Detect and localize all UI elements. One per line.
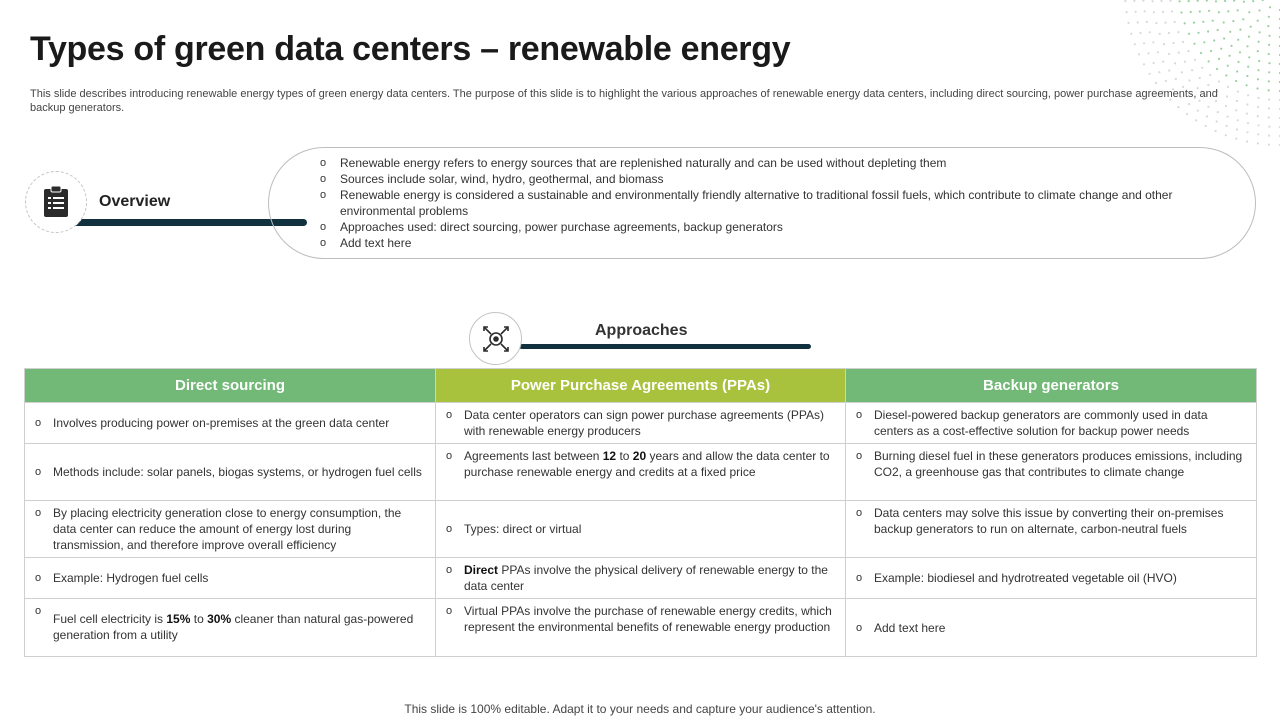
- decorative-dot: [1190, 11, 1192, 13]
- decorative-dot: [1203, 41, 1205, 43]
- decorative-dot: [1246, 131, 1248, 133]
- table-header-row: [25, 369, 1257, 403]
- decorative-dot: [1269, 6, 1271, 8]
- table-cell: [436, 444, 846, 501]
- decorative-dot: [1209, 74, 1211, 76]
- decorative-dot: [1227, 65, 1229, 67]
- table-cell: o Data center operators can sign power purchase agreements (PPAs) with renewable energy producers: [436, 403, 846, 444]
- decorative-dot: [1182, 41, 1184, 43]
- decorative-dot: [1233, 0, 1235, 2]
- gear-network-icon: [480, 323, 512, 355]
- decorative-dot: [1248, 56, 1250, 58]
- decorative-dot: [1268, 35, 1270, 37]
- decorative-dot: [1193, 22, 1195, 24]
- decorative-dot: [1257, 50, 1259, 52]
- decorative-dot: [1187, 50, 1189, 52]
- cell-bold-text: Direct: [464, 563, 499, 577]
- overview-item: o Add text here: [320, 235, 1200, 251]
- table-row: [25, 403, 1257, 444]
- decorative-dot: [1188, 79, 1190, 81]
- overview-item: o Renewable energy refers to energy sources that are replenished naturally and can be used without depleting them: [320, 155, 1200, 171]
- cell-text: Agreements last between: [464, 449, 603, 463]
- page-subtitle: This slide describes introducing renewable energy types of green energy data centers. The purpose of this slide is to highlight the various approaches of renewable energy data centers, including direct sourcing, power purchase agreements, and backup generators.: [30, 88, 1218, 114]
- decorative-dot: [1257, 142, 1259, 144]
- approaches-label: Approaches: [595, 322, 688, 339]
- decorative-dot: [1216, 68, 1218, 70]
- decorative-dot: [1246, 140, 1248, 142]
- decorative-dot: [1218, 11, 1220, 13]
- clipboard-icon: [43, 186, 69, 218]
- decorative-dot: [1126, 11, 1128, 13]
- decorative-dot: [1247, 66, 1249, 68]
- approaches-table: [24, 368, 1257, 657]
- decorative-dot: [1237, 119, 1239, 121]
- decorative-dot: [1246, 103, 1248, 105]
- table-cell: o Example: biodiesel and hydrotreated vegetable oil (HVO): [846, 558, 1257, 599]
- decorative-dot: [1248, 11, 1250, 13]
- decorative-dot: [1224, 0, 1226, 2]
- decorative-dot: [1188, 33, 1190, 35]
- decorative-dot: [1143, 63, 1145, 65]
- page-title: Types of green data centers – renewable energy: [30, 30, 791, 68]
- decorative-dot: [1157, 51, 1159, 53]
- decorative-dot: [1160, 0, 1162, 2]
- overview-item: o Sources include solar, wind, hydro, geothermal, and biomass: [320, 171, 1200, 187]
- table-cell: o Types: direct or virtual: [436, 501, 846, 558]
- decorative-dot: [1135, 11, 1137, 13]
- table-cell: [436, 558, 846, 599]
- decorative-dot: [1168, 32, 1170, 34]
- decorative-dot: [1180, 11, 1182, 13]
- decorative-dot: [1165, 80, 1167, 82]
- decorative-dot: [1210, 50, 1212, 52]
- decorative-dot: [1229, 31, 1231, 33]
- header-ppas: Power Purchase Agreements (PPAs): [436, 369, 846, 403]
- decorative-dot: [1138, 53, 1140, 55]
- cell-bold-text: 20: [632, 449, 647, 463]
- decorative-dot: [1124, 0, 1126, 2]
- cell-text: PPAs involve the physical delivery of renewable energy to the data center: [464, 563, 828, 593]
- decorative-dot: [1268, 44, 1270, 46]
- decorative-dot: [1216, 120, 1218, 122]
- table-cell: o Diesel-powered backup generators are commonly used in data centers as a cost-effective solution for backup power needs: [846, 403, 1257, 444]
- overview-label: Overview: [99, 193, 171, 210]
- decorative-dot: [1225, 74, 1227, 76]
- decorative-dot: [1133, 0, 1135, 2]
- decorative-dot: [1168, 69, 1170, 71]
- decorative-dot: [1223, 37, 1225, 39]
- table-cell: o Involves producing power on-premises at the green data center: [25, 403, 436, 444]
- cell-text: to: [616, 449, 633, 463]
- overview-item: o Renewable energy is considered a sustainable and environmentally friendly alternative to traditional fossil fuels, which contribute to climate change and other environmental problems: [320, 187, 1200, 219]
- cell-text: to: [190, 612, 208, 626]
- decorative-dot: [1134, 43, 1136, 45]
- decorative-dot: [1215, 0, 1217, 2]
- decorative-dot: [1250, 26, 1252, 28]
- decorative-dot: [1208, 10, 1210, 12]
- decorative-dot: [1225, 134, 1227, 136]
- decorative-dot: [1268, 107, 1270, 109]
- table-cell: o Data centers may solve this issue by converting their on-premises backup generators to run on alternate, carbon-neutral fuels: [846, 501, 1257, 558]
- decorative-dot: [1149, 73, 1151, 75]
- decorative-dot: [1206, 0, 1208, 2]
- decorative-dot: [1236, 128, 1238, 130]
- table-cell: o By placing electricity generation close to energy consumption, the data center can reduce the amount of energy lost during transmission, and therefore improve overall efficiency: [25, 501, 436, 558]
- decorative-dot: [1257, 115, 1259, 117]
- decorative-dot: [1199, 10, 1201, 12]
- decorative-dot: [1201, 67, 1203, 69]
- decorative-dot: [1155, 82, 1157, 84]
- decorative-dot: [1258, 41, 1260, 43]
- decorative-dot: [1257, 97, 1259, 99]
- approaches-accent-bar: [519, 344, 811, 349]
- decorative-dot: [1197, 0, 1199, 2]
- cell-text: Fuel cell electricity is: [53, 612, 167, 626]
- cell-bold-text: 30%: [207, 612, 232, 626]
- decorative-dot: [1258, 124, 1260, 126]
- header-backup-generators: Backup generators: [846, 369, 1257, 403]
- decorative-dot: [1220, 48, 1222, 50]
- decorative-dot: [1246, 84, 1248, 86]
- decorative-dot: [1144, 10, 1146, 12]
- decorative-dot: [1235, 80, 1237, 82]
- decorative-dot: [1257, 69, 1259, 71]
- decorative-dot: [1171, 10, 1173, 12]
- decorative-dot: [1139, 32, 1141, 34]
- decorative-dot: [1199, 77, 1201, 79]
- decorative-dot: [1151, 0, 1153, 2]
- decorative-dot: [1193, 43, 1195, 45]
- decorative-dot: [1215, 130, 1217, 132]
- decorative-dot: [1147, 52, 1149, 54]
- decorative-dot: [1232, 20, 1234, 22]
- decorative-dot: [1247, 122, 1249, 124]
- decorative-dot: [1226, 125, 1228, 127]
- decorative-dot: [1237, 39, 1239, 41]
- decorative-dot: [1262, 0, 1264, 1]
- footer-note: This slide is 100% editable. Adapt it to your needs and capture your audience's attention.: [404, 702, 876, 716]
- decorative-dot: [1259, 31, 1261, 33]
- table-cell: o Example: Hydrogen fuel cells: [25, 558, 436, 599]
- decorative-dot: [1169, 0, 1171, 2]
- decorative-dot: [1268, 80, 1270, 82]
- decorative-dot: [1218, 80, 1220, 82]
- decorative-dot: [1267, 25, 1269, 27]
- overview-item: o Approaches used: direct sourcing, power purchase agreements, backup generators: [320, 219, 1200, 235]
- decorative-dot: [1257, 133, 1259, 135]
- decorative-dot: [1268, 71, 1270, 73]
- decorative-dot: [1230, 45, 1232, 47]
- decorative-dot: [1174, 21, 1176, 23]
- decorative-dot: [1268, 89, 1270, 91]
- decorative-dot-pattern: [1000, 0, 1280, 150]
- overview-list: [320, 155, 1200, 251]
- decorative-dot: [1243, 1, 1245, 3]
- decorative-dot: [1268, 144, 1270, 146]
- table-row: [25, 501, 1257, 558]
- decorative-dot: [1257, 20, 1259, 22]
- cell-bold-text: 12: [602, 449, 617, 463]
- table-cell: o Methods include: solar panels, biogas systems, or hydrogen fuel cells: [25, 444, 436, 501]
- overview-icon-badge: [25, 171, 87, 233]
- table-cell: o Burning diesel fuel in these generators produces emissions, including CO2, a greenhouse gas that contributes to climate change: [846, 444, 1257, 501]
- decorative-dot: [1248, 36, 1250, 38]
- decorative-dot: [1258, 60, 1260, 62]
- decorative-dot: [1142, 0, 1144, 2]
- decorative-dot: [1235, 138, 1237, 140]
- decorative-dot: [1153, 11, 1155, 13]
- decorative-dot: [1268, 62, 1270, 64]
- decorative-dot: [1227, 116, 1229, 118]
- decorative-dot: [1246, 113, 1248, 115]
- decorative-dot: [1246, 45, 1248, 47]
- decorative-dot: [1202, 21, 1204, 23]
- table-cell: [25, 599, 436, 657]
- decorative-dot: [1130, 33, 1132, 35]
- decorative-dot: [1268, 98, 1270, 100]
- decorative-dot: [1239, 29, 1241, 31]
- decorative-dot: [1268, 135, 1270, 137]
- decorative-dot: [1257, 106, 1259, 108]
- decorative-dot: [1252, 0, 1254, 2]
- decorative-dot: [1159, 33, 1161, 35]
- decorative-dot: [1146, 21, 1148, 23]
- decorative-dot: [1242, 18, 1244, 20]
- decorative-dot: [1184, 22, 1186, 24]
- decorative-dot: [1268, 126, 1270, 128]
- decorative-dot: [1205, 125, 1207, 127]
- decorative-dot: [1178, 52, 1180, 54]
- decorative-dot: [1258, 9, 1260, 11]
- decorative-dot: [1174, 62, 1176, 64]
- decorative-dot: [1127, 22, 1129, 24]
- decorative-dot: [1149, 31, 1151, 33]
- decorative-dot: [1158, 71, 1160, 73]
- decorative-dot: [1168, 53, 1170, 55]
- decorative-dot: [1188, 0, 1190, 2]
- table-cell: o Add text here: [846, 599, 1257, 657]
- decorative-dot: [1217, 29, 1219, 31]
- decorative-dot: [1194, 59, 1196, 61]
- decorative-dot: [1137, 21, 1139, 23]
- decorative-dot: [1195, 119, 1197, 121]
- table-row: [25, 599, 1257, 657]
- decorative-dot: [1177, 31, 1179, 33]
- decorative-dot: [1268, 16, 1270, 18]
- cell-text: years and allow the data center to purchase renewable energy and credits at a fixed price: [464, 449, 830, 479]
- table-row: [25, 558, 1257, 599]
- decorative-dot: [1212, 20, 1214, 22]
- decorative-dot: [1153, 62, 1155, 64]
- decorative-dot: [1237, 61, 1239, 63]
- decorative-dot: [1162, 61, 1164, 63]
- decorative-dot: [1218, 58, 1220, 60]
- decorative-dot: [1184, 61, 1186, 63]
- decorative-dot: [1246, 75, 1248, 77]
- decorative-dot: [1257, 78, 1259, 80]
- decorative-dot: [1227, 10, 1229, 12]
- decorative-dot: [1213, 39, 1215, 41]
- table-cell: o Virtual PPAs involve the purchase of renewable energy credits, which represent the environmental benefits of renewable energy production: [436, 599, 846, 657]
- decorative-dot: [1247, 94, 1249, 96]
- decorative-dot: [1239, 51, 1241, 53]
- cell-text: cleaner than natural gas-powered generation from a utility: [53, 612, 414, 642]
- header-direct-sourcing: Direct sourcing: [25, 369, 436, 403]
- decorative-dot: [1236, 70, 1238, 72]
- decorative-dot: [1163, 43, 1165, 45]
- decorative-dot: [1256, 87, 1258, 89]
- decorative-dot: [1268, 116, 1270, 118]
- decorative-dot: [1162, 11, 1164, 13]
- decorative-dot: [1143, 42, 1145, 44]
- approaches-icon-badge: [469, 312, 522, 365]
- decorative-dot: [1197, 32, 1199, 34]
- decorative-dot: [1152, 41, 1154, 43]
- decorative-dot: [1155, 22, 1157, 24]
- decorative-dot: [1179, 0, 1181, 2]
- cell-bold-text: 15%: [166, 612, 191, 626]
- decorative-dot: [1223, 21, 1225, 23]
- decorative-dot: [1228, 55, 1230, 57]
- decorative-dot: [1207, 30, 1209, 32]
- decorative-dot: [1164, 22, 1166, 24]
- decorative-dot: [1206, 115, 1208, 117]
- decorative-dot: [1172, 42, 1174, 44]
- decorative-dot: [1175, 78, 1177, 80]
- decorative-dot: [1191, 69, 1193, 71]
- decorative-dot: [1200, 52, 1202, 54]
- decorative-dot: [1207, 84, 1209, 86]
- decorative-dot: [1181, 71, 1183, 73]
- decorative-dot: [1268, 53, 1270, 55]
- decorative-dot: [1208, 60, 1210, 62]
- decorative-dot: [1237, 9, 1239, 11]
- table-row: [25, 444, 1257, 501]
